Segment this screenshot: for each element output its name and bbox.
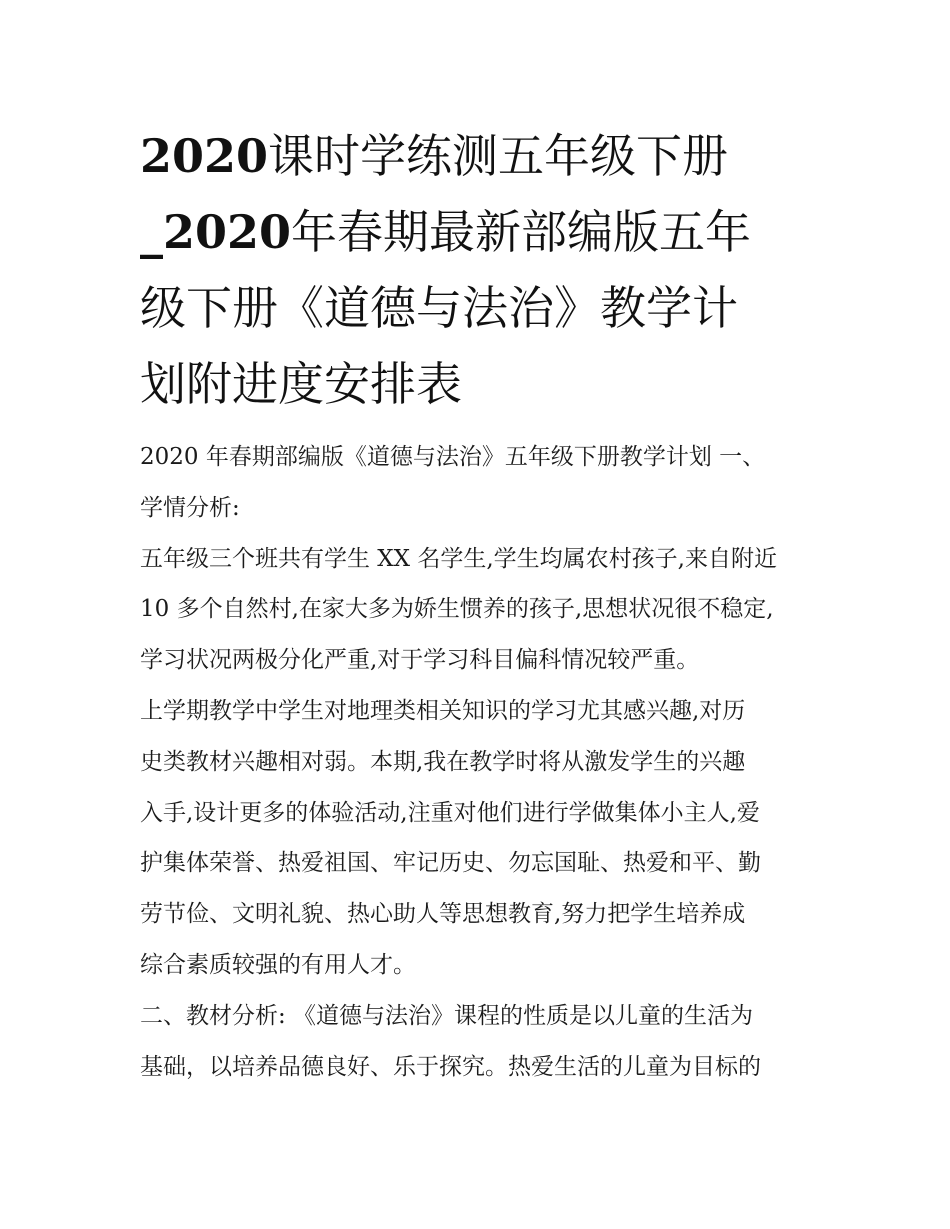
body-line: 五年级三个班共有学生 XX 名学生,学生均属农村孩子,来自附近 (140, 545, 777, 572)
title-line-2 (140, 194, 820, 270)
document-body (140, 432, 820, 1092)
body-line: 学习状况两极分化严重,对于学习科目偏科情况较严重。 (140, 647, 700, 674)
body-line: 学情分析: (140, 494, 240, 521)
body-line: 上学期教学中学生对地理类相关知识的学习尤其感兴趣,对历 (140, 697, 746, 724)
body-line: 二、教材分析: 《道德与法治》课程的性质是以儿童的生活为 (140, 1002, 754, 1029)
body-line: 综合素质较强的有用人才。 (140, 951, 416, 978)
body-line: 2020 年春期部编版《道德与法治》五年级下册教学计划 一、 (140, 444, 766, 470)
title-line-2-text: 年春期最新部编版五年 (291, 205, 752, 259)
title-line-2-number: _2020 (140, 205, 292, 259)
title-line-3-text: 级下册《道德与法治》教学计 (140, 281, 738, 335)
title-line-3 (140, 270, 820, 346)
title-line-4 (140, 346, 820, 422)
title-line-4-text: 划附进度安排表 (140, 357, 462, 411)
body-line: 史类教材兴趣相对弱。本期,我在教学时将从激发学生的兴趣 (140, 748, 746, 775)
title-line-1 (140, 118, 820, 194)
body-line: 入手,设计更多的体验活动,注重对他们进行学做集体小主人,爱 (140, 799, 760, 826)
body-line: 护集体荣誉、热爱祖国、牢记历史、勿忘国耻、热爱和平、勤 (140, 850, 761, 877)
title-line-1-text: 课时学练测五年级下册 (268, 129, 729, 183)
body-line: 10 多个自然村,在家大多为娇生惯养的孩子,思想状况很不稳定, (140, 596, 774, 623)
body-line: 基础，以培养品德良好、乐于探究。热爱生活的儿童为目标的 (140, 1053, 761, 1080)
body-line: 劳节俭、文明礼貌、热心助人等思想教育,努力把学生培养成 (140, 901, 746, 928)
document-title (140, 118, 820, 422)
title-line-1-number: 2020 (140, 129, 269, 183)
